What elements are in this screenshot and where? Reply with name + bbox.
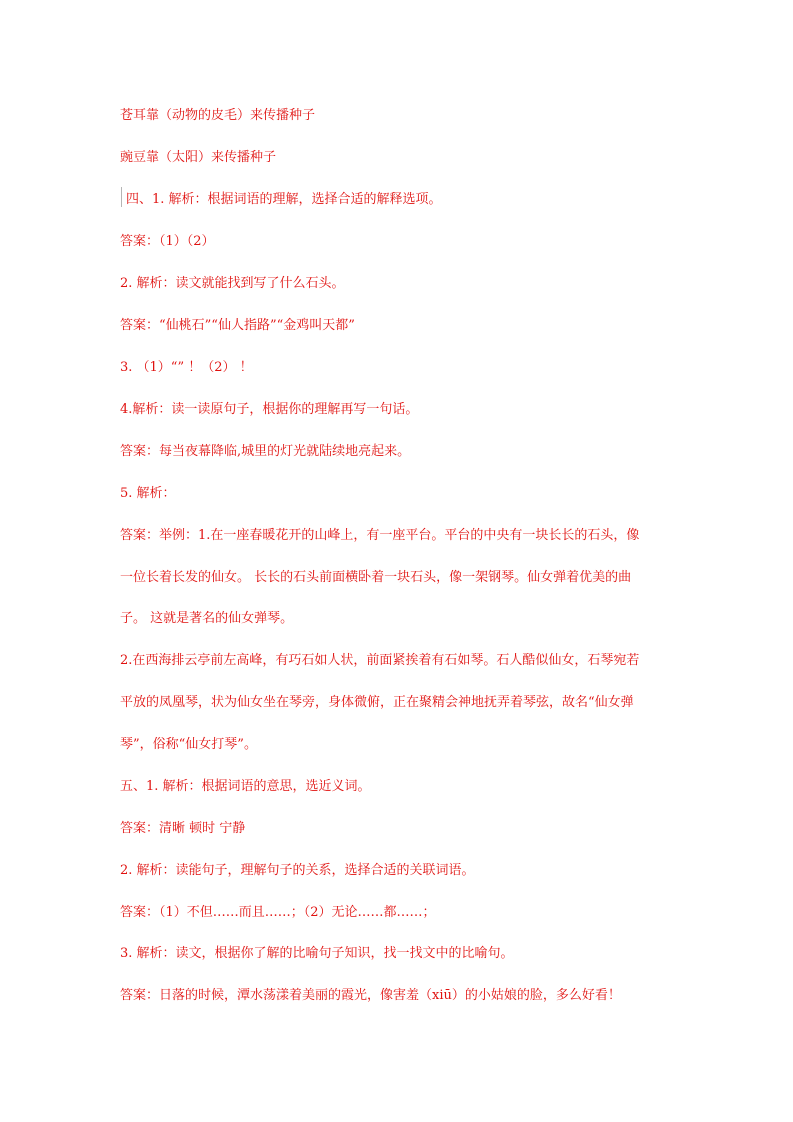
answer-line: 答案：“仙桃石”“仙人指路”“金鸡叫天都” [120,318,355,333]
text-line: 3. （1）“” ！（2） ！ [120,360,253,375]
text-line: 4.解析：读一读原句子，根据你的理解再写一句话。 [120,402,419,417]
text-line: 子。 这就是著名的仙女弹琴。 [120,611,294,626]
text-line: 豌豆靠（太阳）来传播种子 [120,150,277,165]
text-line: 一位长着长发的仙女。 长长的石头前面横卧着一块石头，像一架钢琴。仙女弹着优美的曲 [120,570,632,585]
answer-line: 答案：（1）不但……而且……；（2）无论……都……； [120,905,436,920]
answer-line: 答案：清晰 顿时 宁静 [120,821,246,836]
answer-line: 答案：日落的时候，潭水荡漾着美丽的霞光，像害羞（xiū）的小姑娘的脸，多么好看！ [120,988,621,1003]
text-line: 2. 解析：读能句子，理解句子的关系，选择合适的关联词语。 [120,863,475,878]
text-line: 平放的凤凰琴，状为仙女坐在琴旁，身体微俯，正在聚精会神地抚弄着琴弦，故名“仙女弹 [120,695,634,710]
text-cursor [121,187,122,207]
answer-line: 答案：（1）（2） [120,234,215,249]
answer-line: 答案：每当夜幕降临,城里的灯光就陆续地亮起来。 [120,444,411,459]
text-line: 3. 解析：读文，根据你了解的比喻句子知识，找一找文中的比喻句。 [120,946,514,961]
text-line: 苍耳靠（动物的皮毛）来传播种子 [120,108,316,123]
section-four-heading: 四、1. 解析：根据词语的理解，选择合适的解释选项。 [126,192,442,207]
text-line: 5. 解析： [120,486,176,501]
section-five-heading: 五、1. 解析：根据词语的意思，选近义词。 [120,779,371,794]
text-line: 2. 解析：读文就能找到写了什么石头。 [120,276,345,291]
answer-line: 答案：举例：1.在一座春暖花开的山峰上，有一座平台。平台的中央有一块长长的石头，像 [120,528,640,543]
text-line: 琴”，俗称“仙女打琴”。 [120,737,257,752]
text-line: 2.在西海排云亭前左高峰，有巧石如人状，前面紧挨着有石如琴。石人酷似仙女，石琴宛若 [120,653,640,668]
